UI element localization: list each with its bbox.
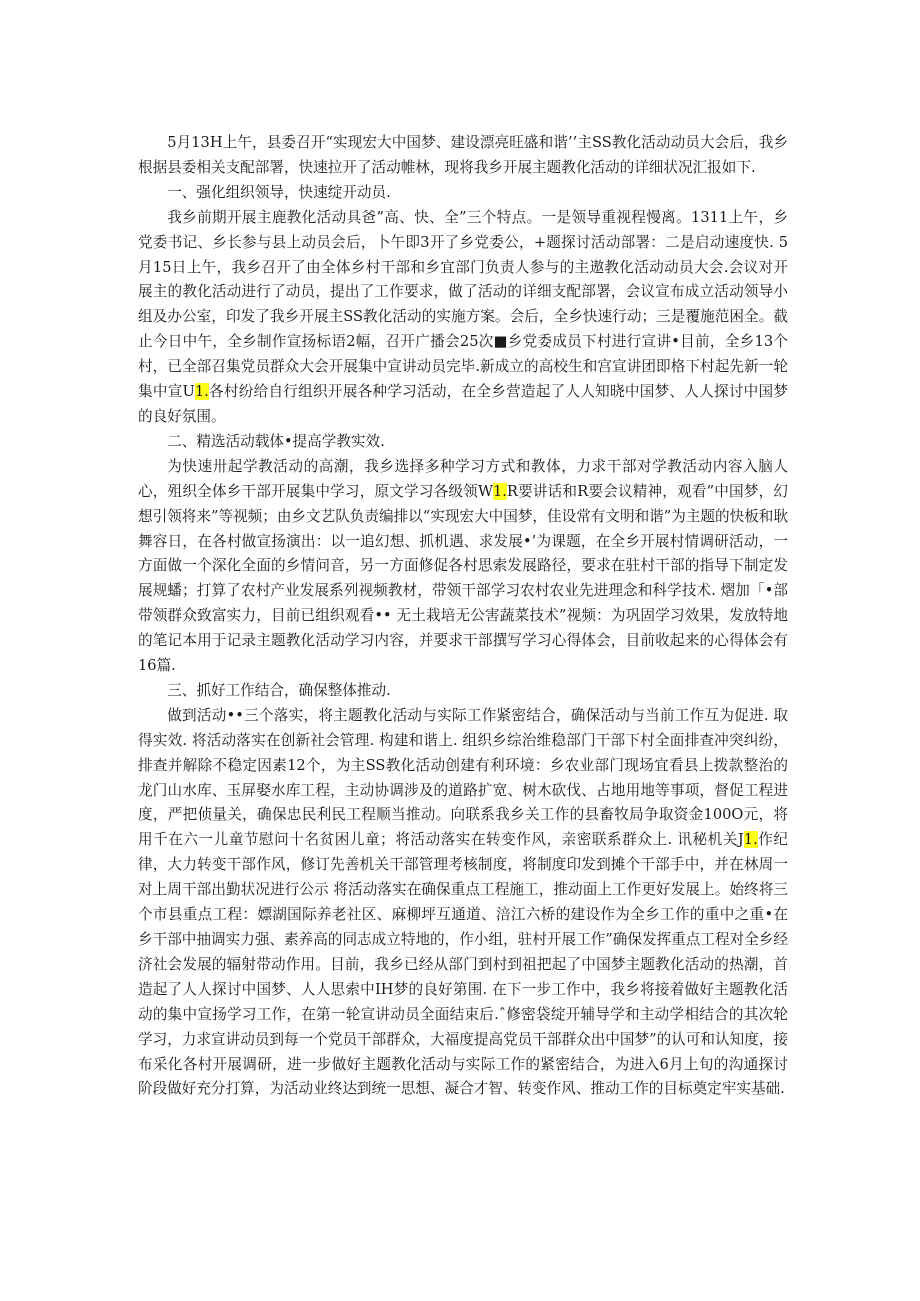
paragraph-text: 为快速卅起学教活动的高潮，我乡选择多种学习方式和教体，力求干部对学教活动内容入脑人心，殂织全体乡干部开展集中学习，原文学习各级领W [138, 457, 788, 500]
section-3-paragraph [138, 704, 788, 1103]
section-heading-2: 二、精选活动载体•提高学教实效. [167, 432, 385, 450]
paragraph-text: 各村纷给自行组织开展各种学习活动，在全乡营造起了人人知晓中国梦、人人探讨中国梦的良好氛围。 [138, 383, 788, 425]
paragraph-text: R要讲话和R要会议精神，观看”中国梦，幻想引领将来”等视频；由乡文艺队负责编排以“实现宏大中国梦，佳设常有文明和谐”为主题的快板和耿舞容日，在各村做宣扬演出：以一追幻想、抓机遇、求发展•’为课题，在全乡开展村情调研活动，一方面做一个深化全面的乡情问音，另一方面修促各村思索发展路径，要求在驻村干部的指导下制定发展规蟠；打算了农村产业发展系列视频教材，带领干部学习农村农业先进理念和科学技术. 熠加「•部带领群众致富实力，目前已组织观看•• 无土栽培无公害蔬菜技术”视频：为巩固学习效果，发放特地的笔记本用于记录主题教化活动学习内容，并要求干部撰写学习心得体会，目前收起来的心得体会有16篇. [138, 482, 788, 675]
section-heading-3: 三、抓好工作结合，确保整体推动. [167, 681, 391, 699]
paragraph-text: 作纪律，大力转变干部作风，修订先善机关干部管理考核制度，将制度印发到摊个干部手中，并在林周一对上周干部出勤状况进行公示 将活动落实在确保重点工程施工，推动面上工作更好发展上。始终将三个市县重点工程：嫖湖国际养老社区、麻柳坪互通道、涪江六桥的建设作为全乡工作的重中之重•在乡干部中抽调实力强、素养高的同志成立特地的，作小组，驻村开展工作”确保发挥重点工程对全乡经济社会发展的辐射带动作用。目前，我乡已经从部门到村到祖把起了中国梦主题教化活动的热潮，首造起了人人探讨中国梦、人人思索中IH梦的良好第围. 在下一步工作中，我乡将接着做好主题教化活动的集中宣扬学习工作，在第一轮宣讲动员全面结束后.ˆ修密袋绽开辅导学和主动学相结合的其次轮学习，力求宣讲动员到每一个党员干部群众，大福度提高党员干部群众出中国梦”的认可和认知度，接布采化各村开展调研，进一步做好主题教化活动与实际工作的紧密结合，为进入6月上旬的沟通探讨阶段做好充分打算，为活动业终达到统一思想、凝合才智、转变作风、推动工作的目标奠定牢实基础. [138, 831, 788, 1098]
section-1-paragraph [138, 206, 788, 430]
paragraph-text: 做到活动••三个落实，将主题教化活动与实际工作紧密结合，确保活动与当前工作互为促进. 取得实效. 将活动落实在创新社会管理. 构建和谐上. 组织乡综治维稳部门干部下村全面排查冲突纠纷，排查并解除不稳定因素12个，为主SS教化活动创建有利环境：乡农业部门现场宜看县上拨款整治的龙门山水库、玉屏娶水库工程，主动协调涉及的道路扩宽、树木砍伐、占地用地等事项，督促工程进度，严把侦量关，确保忠民利民工程顺当推动。向联系我乡关工作的县畜牧局争取资金100O元，将用千在六一儿童节慰问十名贫困儿童；将活动落实在转变作风，亲密联系群众上. 讯秘机关J [138, 706, 788, 849]
intro-paragraph: 5月13H上午，县委召开“实现宏大中国梦、建设漂亮旺盛和谐’’主SS教化活动动员大会后，我乡根据县委相关支配部署，快速拉开了活动帷林，现将我乡开展主题教化活动的详细状况汇报如下. [138, 134, 788, 176]
highlighted-text: 1. [194, 383, 209, 401]
section-heading-1: 一、强化组织领导，快速绽开动员. [167, 183, 391, 201]
paragraph-text: 我乡前期开展主鹿教化活动具爸”高、快、全”三个特点。一是领导重视程慢离。1311上午，乡党委书记、乡长参与县上动员会后，卜午即3开了乡党委公，+题探讨活动部署：二是启动速度快. 5月15日上午，我乡召开了由全体乡村干部和乡宜部门负责人参与的主遨教化活动动员大会.会议对开展主的教化活动进行了动员，提出了工作要求，做了活动的详细支配部署，会议宣布成立活动领导小组及办公室，印发了我乡开展主SS教化活动的实施方案。会后，全乡快速行动；三是覆施范困全。截止今日中午，全乡制作宣扬标语2幅，召开广播会25次■乡党委成员下村进行宣讲•目前，全乡13个村，已全部召集党员群众大会开展集中宣讲动员完毕.新成立的高校生和宫宣讲团即格下村起先新一轮集中宣U [138, 208, 788, 401]
highlighted-text: 1. [743, 831, 758, 849]
highlighted-text: 1. [492, 482, 507, 500]
section-2-paragraph [138, 455, 788, 679]
document-body [138, 131, 788, 1102]
